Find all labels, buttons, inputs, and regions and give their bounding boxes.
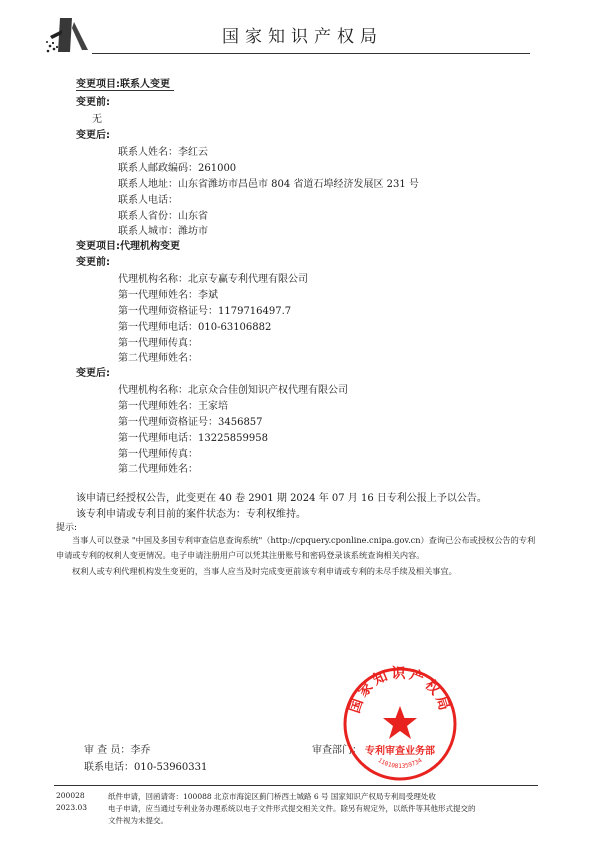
notice-label: 提示: [56, 523, 78, 533]
agency-after-line: 第二代理师姓名： [118, 464, 198, 475]
cnipa-logo-icon [44, 14, 92, 56]
footer-electronic-note: 电子申请，应当通过专利业务办理系统以电子文件形式提交相关文件。除另有规定外，以纸件等其他形式提交的 [108, 804, 476, 813]
contact-line: 联系人城市：潍坊市 [118, 226, 208, 237]
after-label: 变更后: [76, 368, 110, 379]
change-item-agency: 变更项目:代理机构变更 [76, 241, 180, 252]
before-label: 变更前: [76, 97, 110, 108]
footer-electronic-note-cont: 文件视为未提交。 [108, 816, 168, 825]
before-value: 无 [92, 114, 102, 125]
footer-mail-note: 纸件申请，回函请寄：100088 北京市海淀区蓟门桥西土城路 6 号 国家知识产权局专利局受理处收 [108, 792, 436, 801]
agency-after-line: 第一代理师传真： [118, 449, 198, 460]
svg-text:1101081359734 [377, 757, 424, 770]
notice-text: 申请或专利的权利人变更情况。电子申请注册用户可以凭其注册账号和密码登录该系统查询相关内容。 [56, 550, 425, 560]
change-item-contact: 变更项目:联系人变更 [76, 75, 174, 91]
contact-line: 联系人省份：山东省 [118, 211, 208, 222]
contact-line: 联系人电话： [118, 195, 178, 206]
contact-line: 联系人邮政编码：261000 [118, 163, 237, 174]
after-label: 变更后: [76, 130, 110, 141]
seal-title: 国家知识产权局 [347, 666, 453, 716]
case-status: 该专利申请或专利目前的案件状态为：专利权维持。 [76, 509, 306, 520]
agency-after-line: 代理机构名称：北京众合佳创知识产权代理有限公司 [118, 385, 348, 396]
notice-text: 当事人可以登录 "中国及多国专利审查信息查询系统"（http://cpquery.cponline.cnipa.gov.cn）查询已公布或授权公告的专利 [72, 535, 536, 545]
header-rule [92, 53, 530, 54]
agency-before-line: 第一代理师电话：010-63106882 [118, 322, 272, 333]
department-label: 审查部门： [312, 745, 362, 756]
page-title: 国家知识产权局 [222, 27, 383, 47]
agency-after-line: 第一代理师电话：13225859958 [118, 433, 268, 444]
notice-text: 权利人或专利代理机构发生变更的，当事人应当及时完成变更前该专利申请或专利的未尽手续及相关事宜。 [72, 566, 457, 576]
contact-line: 联系人姓名：李红云 [118, 147, 208, 158]
agency-before-line: 第一代理师姓名：李斌 [118, 290, 218, 301]
examiner-name: 审 查 员：李乔 [84, 745, 151, 756]
official-seal-icon [340, 664, 460, 784]
publication-status: 该申请已经授权公告，此变更在 40 卷 2901 期 2024 年 07 月 16 日专利公报上予以公告。 [76, 493, 487, 504]
seal-department: 专利审查业务部 [365, 746, 435, 757]
form-version: 2023.03 [56, 803, 88, 812]
agency-after-line: 第一代理师资格证号：3456857 [118, 417, 263, 428]
examiner-phone: 联系电话：010-53960331 [84, 762, 208, 773]
agency-before-line: 第一代理师资格证号：1179716497.7 [118, 306, 292, 317]
agency-before-line: 第二代理师姓名： [118, 353, 198, 364]
agency-before-line: 第一代理师传真： [118, 338, 198, 349]
before-label: 变更前: [76, 257, 110, 268]
contact-line: 联系人地址：山东省潍坊市昌邑市 804 省道石埠经济发展区 231 号 [118, 179, 419, 190]
footer-rule [54, 785, 538, 786]
agency-after-line: 第一代理师姓名：王家培 [118, 401, 228, 412]
seal-number: 1101081359734 [376, 756, 424, 770]
agency-before-line: 代理机构名称：北京专赢专利代理有限公司 [118, 274, 308, 285]
form-code: 200028 [56, 791, 85, 800]
